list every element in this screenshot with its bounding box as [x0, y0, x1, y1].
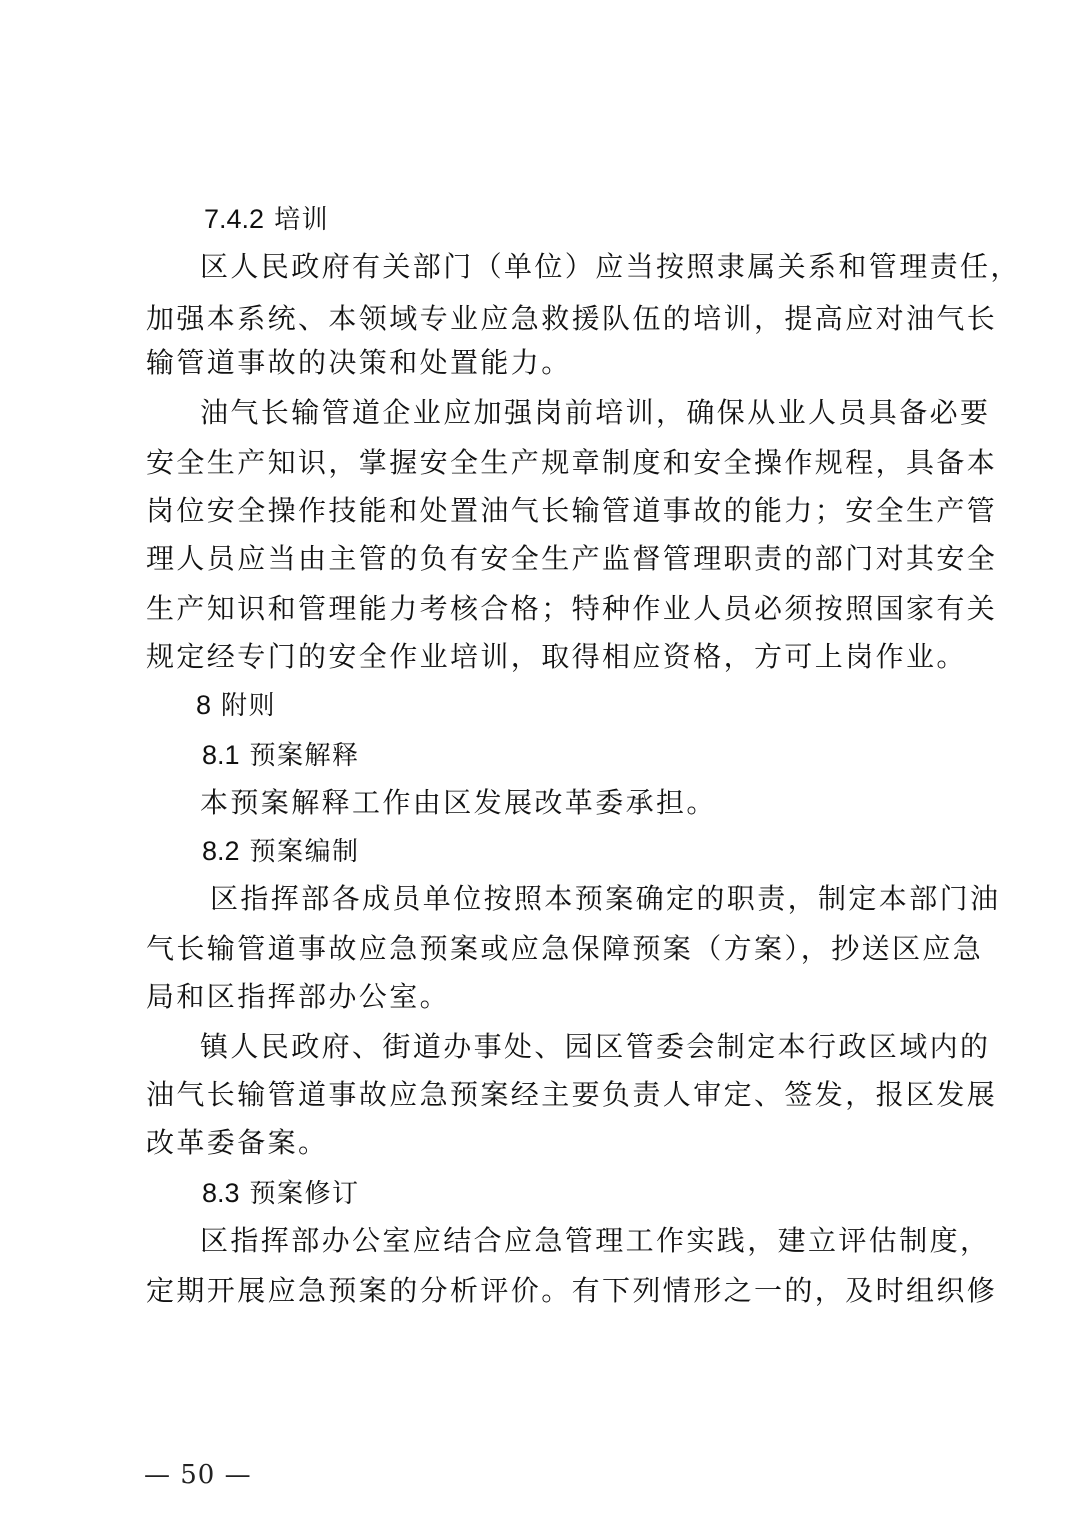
section-number: 8.2: [202, 836, 240, 866]
paragraph-line: 安全生产知识，掌握安全生产规章制度和安全操作规程，具备本: [146, 446, 998, 479]
paragraph-line: 局和区指挥部办公室。: [146, 980, 451, 1013]
section-title: 预案解释: [249, 741, 360, 771]
paragraph-line: 改革委备案。: [146, 1126, 329, 1159]
paragraph-line: 油气长输管道事故应急预案经主要负责人审定、签发，报区发展: [146, 1078, 998, 1111]
paragraph-line: 镇人民政府、街道办事处、园区管委会制定本行政区域内的: [200, 1030, 991, 1063]
section-title: 预案编制: [249, 837, 360, 867]
section-heading-8-2: [202, 824, 360, 878]
section-number: 8.3: [202, 1178, 240, 1208]
section-heading-8-3: [202, 1166, 360, 1220]
paragraph-line: 区指挥部办公室应结合应急管理工作实践，建立评估制度，: [200, 1224, 991, 1257]
paragraph-line: 区人民政府有关部门（单位）应当按照隶属关系和管理责任，: [200, 250, 1021, 283]
paragraph-line: 生产知识和管理能力考核合格；特种作业人员必须按照国家有关: [146, 592, 998, 625]
paragraph-line: 岗位安全操作技能和处置油气长输管道事故的能力；安全生产管: [146, 494, 998, 527]
section-title: 预案修订: [249, 1179, 360, 1209]
section-title: 培训: [274, 205, 330, 235]
section-title: 附则: [221, 691, 277, 721]
section-heading-8: [196, 678, 276, 732]
paragraph-line: 输管道事故的决策和处置能力。: [146, 346, 572, 379]
paragraph-line: 规定经专门的安全作业培训，取得相应资格，方可上岗作业。: [146, 640, 967, 673]
paragraph-line: 本预案解释工作由区发展改革委承担。: [200, 786, 717, 819]
section-heading-8-1: [202, 728, 360, 782]
paragraph-line: 气长输管道事故应急预案或应急保障预案（方案），抄送区应急: [146, 932, 984, 965]
page-number: — 50 —: [144, 1460, 252, 1490]
section-heading-7-4-2: [204, 192, 329, 246]
paragraph-line: 定期开展应急预案的分析评价。有下列情形之一的，及时组织修: [146, 1274, 998, 1307]
paragraph-line: 区指挥部各成员单位按照本预案确定的职责，制定本部门油: [210, 882, 1001, 915]
section-number: 8.1: [202, 740, 240, 770]
paragraph-line: 油气长输管道企业应加强岗前培训，确保从业人员具备必要: [200, 396, 991, 429]
paragraph-line: 理人员应当由主管的负有安全生产监督管理职责的部门对其安全: [146, 542, 998, 575]
section-number: 7.4.2: [204, 204, 265, 234]
paragraph-line: 加强本系统、本领域专业应急救援队伍的培训，提高应对油气长: [146, 302, 998, 335]
section-number: 8: [196, 690, 212, 720]
